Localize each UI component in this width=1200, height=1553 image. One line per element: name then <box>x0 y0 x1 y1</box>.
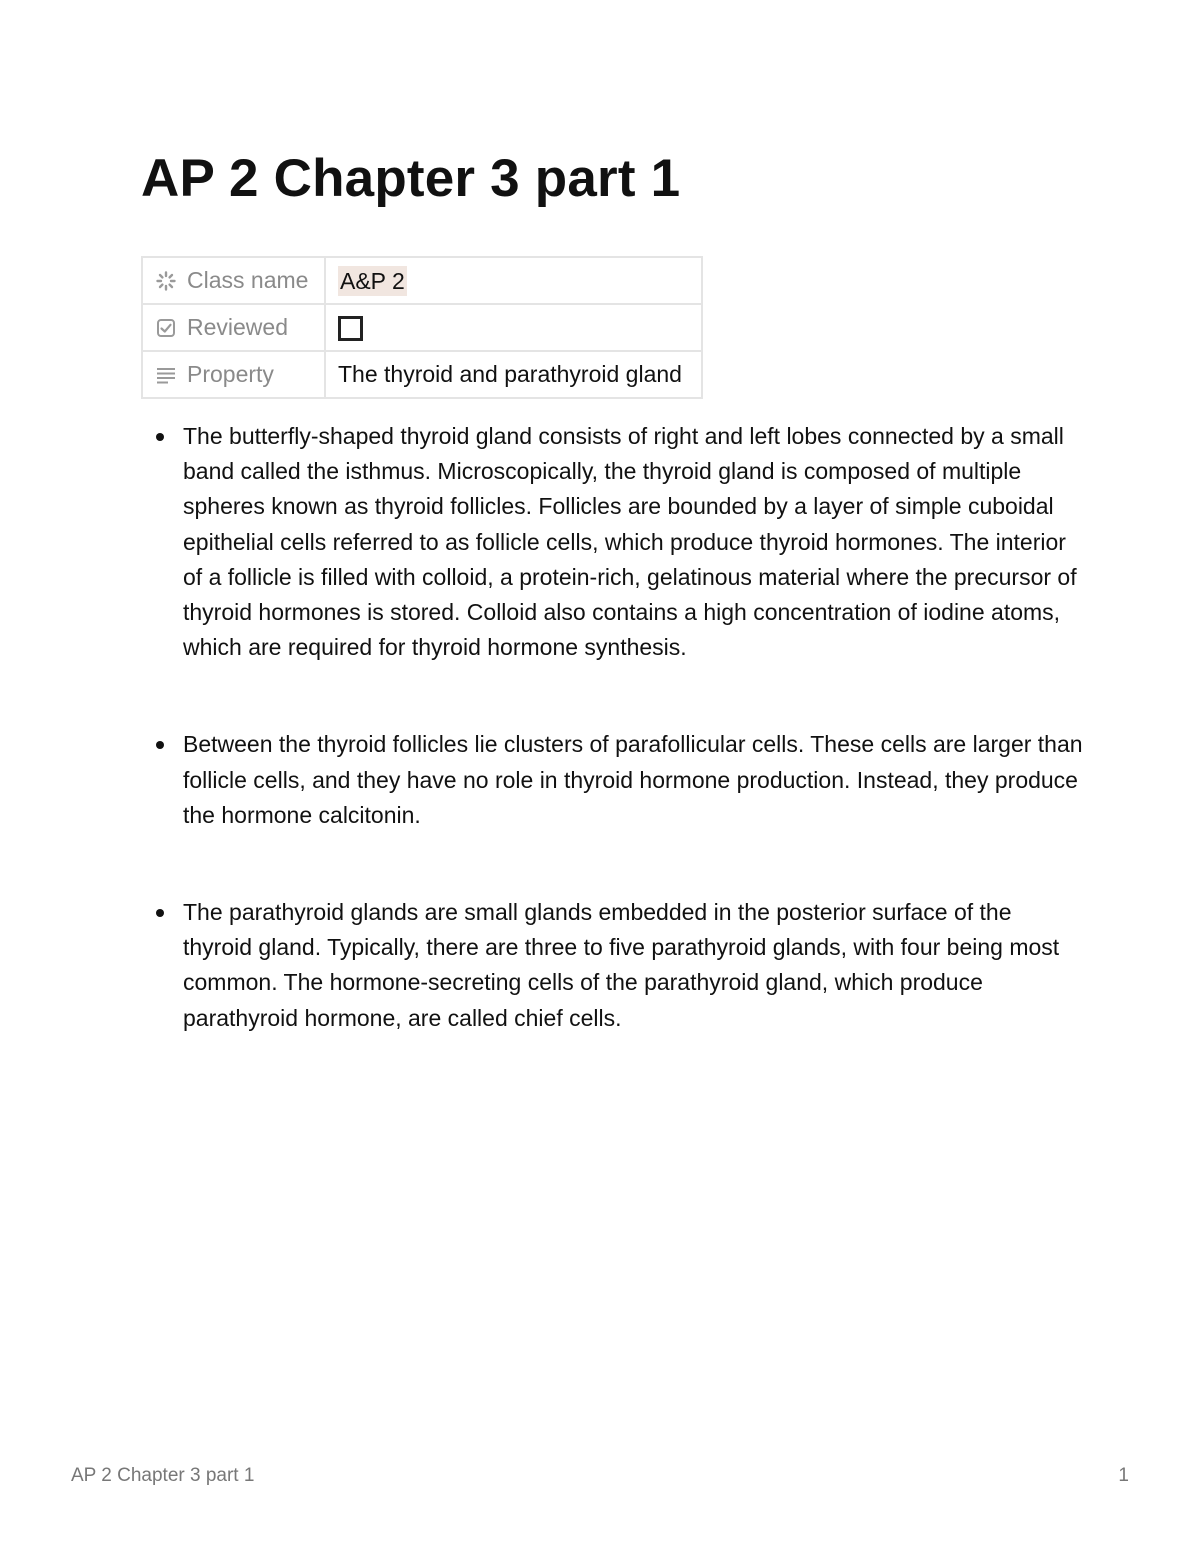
property-row-property <box>142 351 702 398</box>
notes-list <box>183 419 1083 1036</box>
property-value-cell[interactable] <box>325 351 702 398</box>
footer-title: AP 2 Chapter 3 part 1 <box>71 1465 255 1486</box>
list-item <box>183 727 1083 833</box>
property-key-cell <box>142 304 325 351</box>
checkbox-checked-icon <box>155 317 177 339</box>
property-value-text: The thyroid and parathyroid gland <box>338 361 682 387</box>
bullet-dot-icon <box>156 433 164 441</box>
property-row-class-name <box>142 257 702 304</box>
property-value-cell[interactable] <box>325 257 702 304</box>
property-key-label: Property <box>187 361 274 387</box>
list-item-text: The parathyroid glands are small glands embedded in the posterior surface of the thyroid gland. Typically, there are three to five parathyroid glands, with four being most common. The hormone-secreting cells of the parathyroid gland, which produce parathyroid hormone, are called chief cells. <box>183 899 1060 1031</box>
bullet-dot-icon <box>156 741 164 749</box>
property-key-label: Class name <box>187 267 309 293</box>
list-item <box>183 419 1083 665</box>
property-key-label: Reviewed <box>187 314 288 340</box>
list-item-text: Between the thyroid follicles lie clusters of parafollicular cells. These cells are larger than follicle cells, and they have no role in thyroid hormone production. Instead, they produce the hormone calcitonin. <box>183 731 1083 828</box>
property-value-cell <box>325 304 702 351</box>
loading-spinner-icon <box>155 270 177 292</box>
list-item-text: The butterfly-shaped thyroid gland consists of right and left lobes connected by a small band called the isthmus. Microscopically, the thyroid gland is composed of multiple spheres known as thyroid follicles. Follicles are bounded by a layer of simple cuboidal epithelial cells referred to as follicle cells, which produce thyroid hormones. The interior of a follicle is filled with colloid, a protein-rich, gelatinous material where the precursor of thyroid hormones is stored. Colloid also contains a high concentration of iodine atoms, which are required for thyroid hormone synthesis. <box>183 423 1077 661</box>
text-lines-icon <box>155 364 177 386</box>
properties-table <box>141 256 703 399</box>
page-number: 1 <box>1118 1465 1129 1486</box>
property-key-cell <box>142 257 325 304</box>
reviewed-checkbox[interactable] <box>338 316 363 341</box>
list-item <box>183 895 1083 1036</box>
page-title: AP 2 Chapter 3 part 1 <box>141 149 681 208</box>
property-key-cell <box>142 351 325 398</box>
class-name-tag[interactable]: A&P 2 <box>340 267 405 294</box>
property-row-reviewed <box>142 304 702 351</box>
bullet-dot-icon <box>156 909 164 917</box>
